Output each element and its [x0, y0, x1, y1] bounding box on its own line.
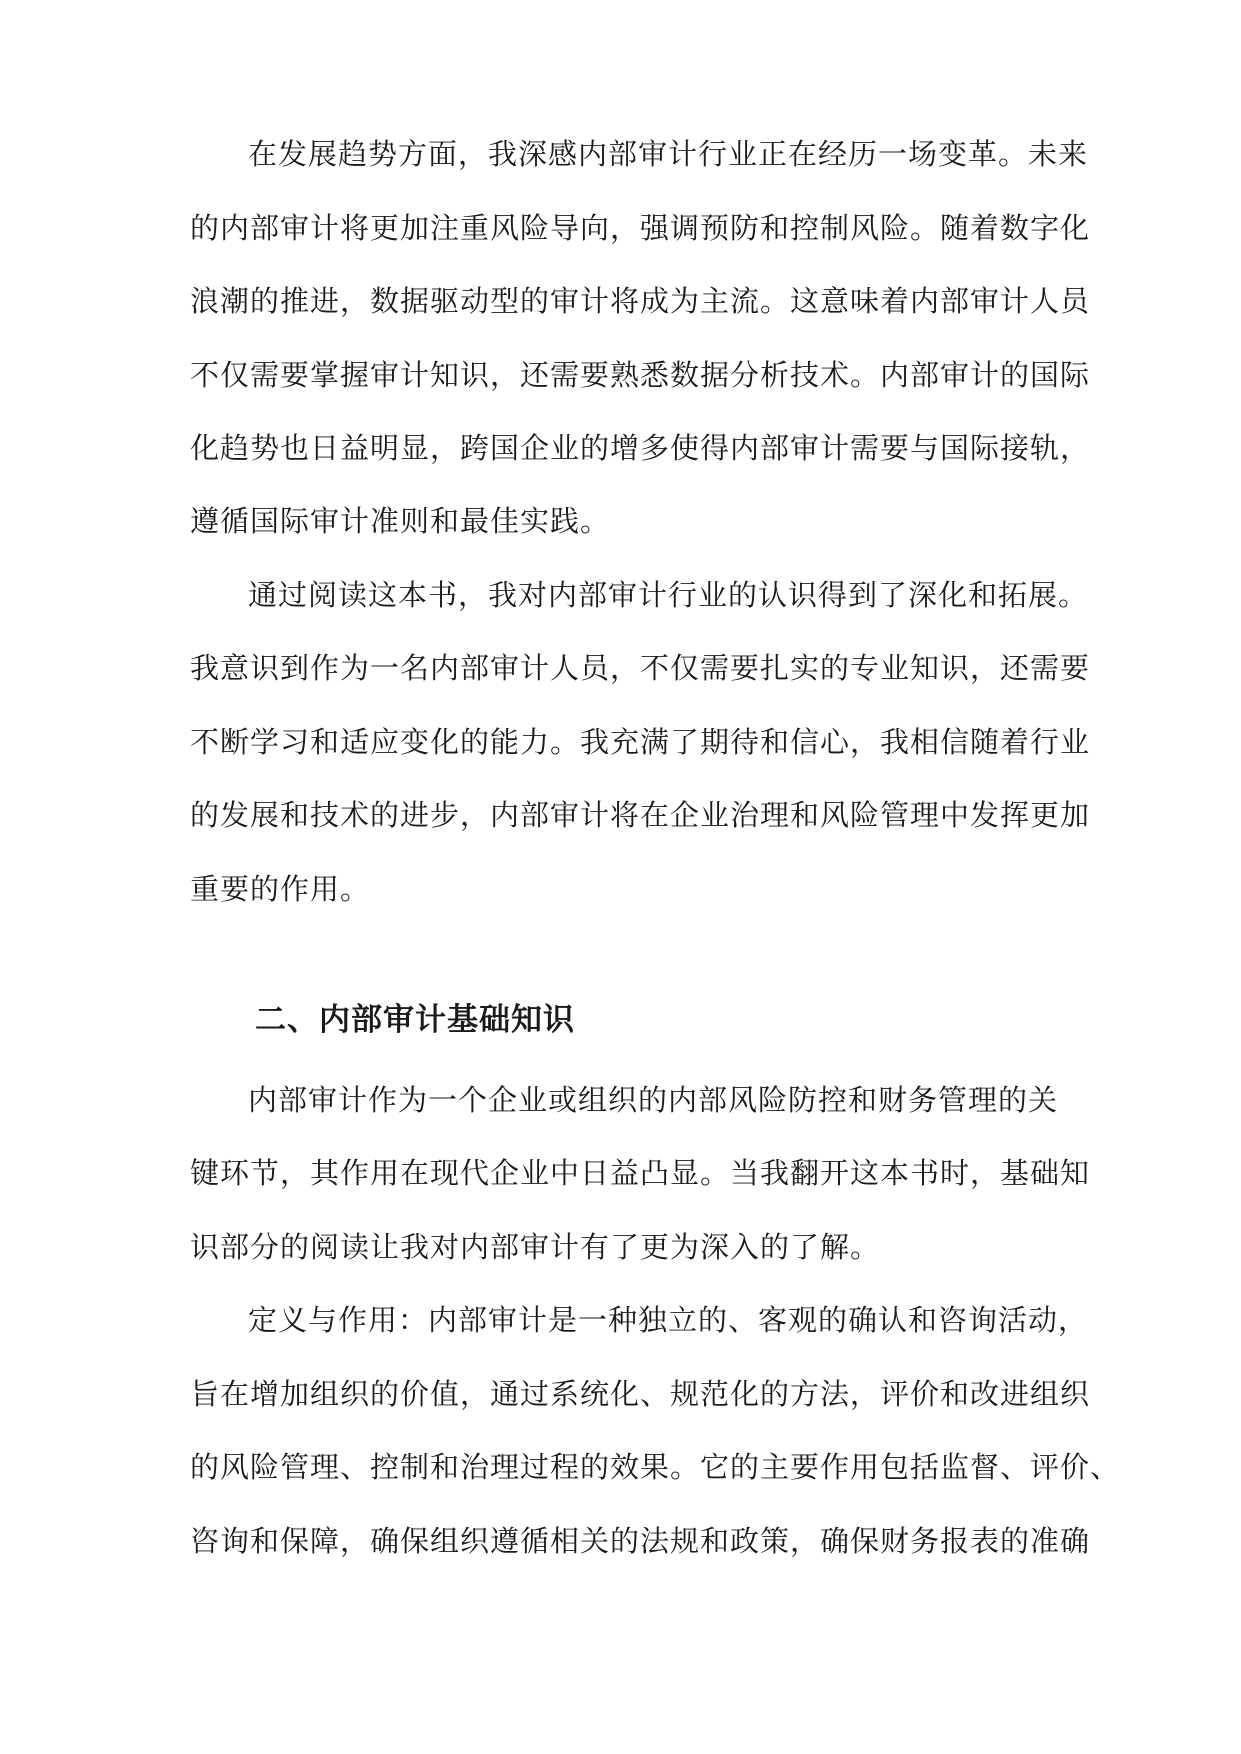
paragraph-3-line-2: 键环节，其作用在现代企业中日益凸显。当我翻开这本书时，基础知 [190, 1156, 1091, 1190]
paragraph-3-line-1: 内部审计作为一个企业或组织的内部风险防控和财务管理的关 [248, 1083, 1059, 1117]
paragraph-1-line-5: 化趋势也日益明显，跨国企业的增多使得内部审计需要与国际接轨， [190, 431, 1091, 465]
paragraph-2-line-2: 我意识到作为一名内部审计人员，不仅需要扎实的专业知识，还需要 [190, 651, 1091, 685]
paragraph-2-line-1: 通过阅读这本书，我对内部审计行业的认识得到了深化和拓展。 [248, 578, 1089, 612]
paragraph-1-line-2: 的内部审计将更加注重风险导向，强调预防和控制风险。随着数字化 [190, 211, 1091, 245]
paragraph-2-line-3: 不断学习和适应变化的能力。我充满了期待和信心，我相信随着行业 [190, 725, 1091, 759]
paragraph-1-line-1: 在发展趋势方面，我深感内部审计行业正在经历一场变革。未来 [248, 137, 1089, 171]
paragraph-3-line-3: 识部分的阅读让我对内部审计有了更为深入的了解。 [190, 1230, 881, 1264]
paragraph-4-line-1: 定义与作用：内部审计是一种独立的、客观的确认和咨询活动， [248, 1303, 1089, 1337]
paragraph-2-line-4: 的发展和技术的进步，内部审计将在企业治理和风险管理中发挥更加 [190, 798, 1091, 832]
paragraph-1-line-4: 不仅需要掌握审计知识，还需要熟悉数据分析技术。内部审计的国际 [190, 358, 1091, 392]
paragraph-4-line-4: 咨询和保障，确保组织遵循相关的法规和政策，确保财务报表的准确 [190, 1524, 1091, 1558]
section-heading: 二、内部审计基础知识 [255, 1002, 575, 1038]
paragraph-4-line-2: 旨在增加组织的价值，通过系统化、规范化的方法，评价和改进组织 [190, 1377, 1091, 1411]
paragraph-2-line-5: 重要的作用。 [190, 872, 371, 906]
paragraph-1-line-6: 遵循国际审计准则和最佳实践。 [190, 504, 611, 538]
paragraph-4-line-3: 的风险管理、控制和治理过程的效果。它的主要作用包括监督、评价、 [190, 1450, 1121, 1484]
paragraph-1-line-3: 浪潮的推进，数据驱动型的审计将成为主流。这意味着内部审计人员 [190, 284, 1091, 318]
